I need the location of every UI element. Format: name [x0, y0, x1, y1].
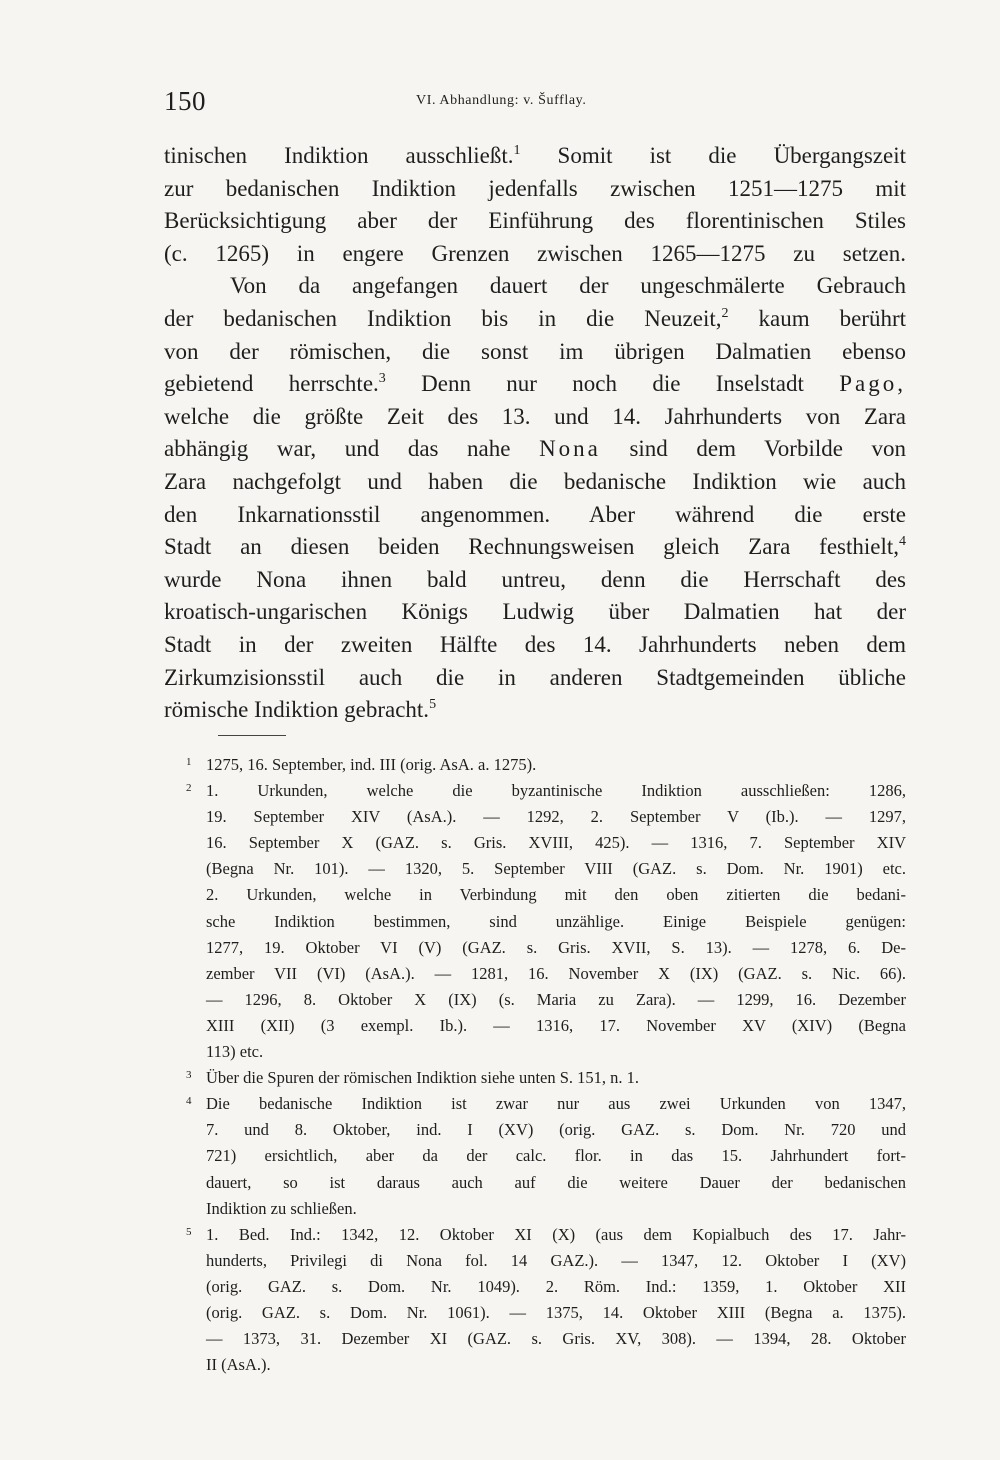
footnote-line: 1. Urkunden, welche die byzantinische Indiktion ausschließen: 1286,	[206, 781, 906, 801]
footnote-line: (orig. GAZ. s. Dom. Nr. 1061). — 1375, 14. Oktober XIII (Begna a. 1375).	[206, 1302, 906, 1322]
footnote-ref[interactable]: 4	[899, 534, 906, 550]
text-line: zur bedanischen Indiktion jedenfalls zwischen 1251—1275 mit	[164, 175, 906, 201]
text-line: tinischen Indiktion ausschließt.$^1$ Somit ist die Übergangszeit	[164, 143, 906, 168]
footnote-line: dauert, so ist daraus auch auf die weitere Dauer der bedanischen	[206, 1172, 906, 1192]
footnote-mark: 3	[186, 1069, 192, 1082]
place-name-pago: Pago,	[839, 371, 906, 397]
footnote-line: 113) etc.	[206, 1042, 264, 1062]
footnote-divider	[218, 735, 286, 736]
footnote-line: Über die Spuren der römischen Indiktion siehe unten S. 151, n. 1.	[206, 1068, 640, 1088]
footnote-line: — 1373, 31. Dezember XI (GAZ. s. Gris. XV, 308). — 1394, 28. Oktober	[206, 1329, 906, 1349]
footnote-mark: 5	[186, 1225, 192, 1238]
footnote-line: 1. Bed. Ind.: 1342, 12. Oktober XI (X) (aus dem Kopialbuch des 17. Jahr-	[206, 1224, 906, 1244]
footnote-line: 19. September XIV (AsA.). — 1292, 2. September V (Ib.). — 1297,	[206, 807, 906, 827]
footnote-line: 1277, 19. Oktober VI (V) (GAZ. s. Gris. XVII, S. 13). — 1278, 6. De-	[206, 937, 906, 957]
text-line: Zara nachgefolgt und haben die bedanische Indiktion wie auch	[164, 468, 906, 494]
footnote-ref[interactable]: 2	[721, 305, 729, 321]
text-line: Zirkumzisionsstil auch die in anderen Stadtgemeinden übliche	[164, 664, 906, 690]
footnote-mark: 1	[186, 756, 192, 768]
footnote-line: — 1296, 8. Oktober X (IX) (s. Maria zu Zara). — 1299, 16. Dezember	[206, 989, 906, 1009]
footnote-line: 721) ersichtlich, aber da der calc. flor. in das 15. Jahrhundert fort-	[206, 1146, 906, 1166]
footnote-line: Die bedanische Indiktion ist zwar nur aus zwei Urkunden von 1347,	[206, 1094, 906, 1114]
footnote-2	[186, 778, 906, 1065]
footnote-line: XIII (XII) (3 exempl. Ib.). — 1316, 17. November XV (XIV) (Begna	[206, 1015, 906, 1035]
footnote-line: (orig. GAZ. s. Dom. Nr. 1049). 2. Röm. Ind.: 1359, 1. Oktober XII	[206, 1276, 906, 1296]
footnote-line: (Begna Nr. 101). — 1320, 5. September VIII (GAZ. s. Dom. Nr. 1901) etc.	[206, 859, 906, 879]
footnote-line: II (AsA.).	[206, 1355, 271, 1375]
text-line: den Inkarnationsstil angenommen. Aber während die erste	[164, 501, 906, 527]
footnote-line: 16. September X (GAZ. s. Gris. XVIII, 425). — 1316, 7. September XIV	[206, 833, 906, 853]
footnote-line: sche Indiktion bestimmen, sind unzählige. Einige Beispiele genügen:	[206, 911, 906, 931]
text-line: Von da angefangen dauert der ungeschmälerte Gebrauch	[230, 273, 906, 299]
footnote-3	[186, 1065, 906, 1091]
text-line: (c. 1265) in engere Grenzen zwischen 1265—1275 zu setzen.	[164, 240, 906, 266]
page-number: 150	[164, 86, 206, 116]
footnote-line: Indiktion zu schließen.	[206, 1198, 357, 1218]
footnote-ref[interactable]: 5	[429, 697, 437, 713]
footnote-line: 1275, 16. September, ind. III (orig. AsA. a. 1275).	[206, 755, 537, 774]
text-line: welche die größte Zeit des 13. und 14. Jahrhunderts von Zara	[164, 403, 906, 429]
text-line: Stadt in der zweiten Hälfte des 14. Jahrhunderts neben dem	[164, 631, 906, 657]
text-line: wurde Nona ihnen bald untreu, denn die Herrschaft des	[164, 566, 906, 592]
text-line: der bedanischen Indiktion bis in die Neuzeit,$^2$ kaum berührt	[164, 305, 907, 331]
footnote-line: 2. Urkunden, welche in Verbindung mit den oben zitierten die bedani-	[206, 885, 906, 905]
main-text	[164, 140, 906, 727]
text-line: Berücksichtigung aber der Einführung des florentinischen Stiles	[164, 208, 906, 234]
footnote-4	[186, 1091, 906, 1221]
place-name-nona: Nona	[539, 436, 601, 462]
footnote-line: hunderts, Privilegi di Nona fol. 14 GAZ.). — 1347, 12. Oktober I (XV)	[206, 1250, 906, 1270]
footnote-line: 7. und 8. Oktober, ind. I (XV) (orig. GAZ. s. Dom. Nr. 720 und	[206, 1120, 906, 1140]
footnote-mark: 4	[186, 1095, 192, 1108]
footnote-ref[interactable]: 3	[378, 371, 386, 387]
text-line: von der römischen, die sonst im übrigen Dalmatien ebenso	[164, 338, 906, 364]
text-line: gebietend herrschte.$^3$ Denn nur noch die Inselstadt Pago,	[164, 371, 906, 397]
footnotes	[186, 752, 906, 1378]
footnote-mark: 2	[186, 782, 192, 795]
footnote-ref[interactable]: 1	[513, 143, 521, 158]
page-header	[164, 86, 906, 120]
footnote-line: zember VII (VI) (AsA.). — 1281, 16. November X (IX) (GAZ. s. Nic. 66).	[206, 963, 906, 983]
running-head: VI. Abhandlung: v. Šufflay.	[416, 93, 587, 108]
text-line: kroatisch-ungarischen Königs Ludwig über Dalmatien hat der	[164, 599, 906, 625]
text-line: abhängig war, und das nahe Nona sind dem Vorbilde von	[164, 436, 906, 462]
footnote-1	[186, 752, 906, 778]
text-line: römische Indiktion gebracht.$^5$	[164, 697, 437, 723]
footnote-5	[186, 1222, 906, 1379]
text-line: Stadt an diesen beiden Rechnungsweisen gleich Zara festhielt,$^4$	[164, 534, 906, 560]
